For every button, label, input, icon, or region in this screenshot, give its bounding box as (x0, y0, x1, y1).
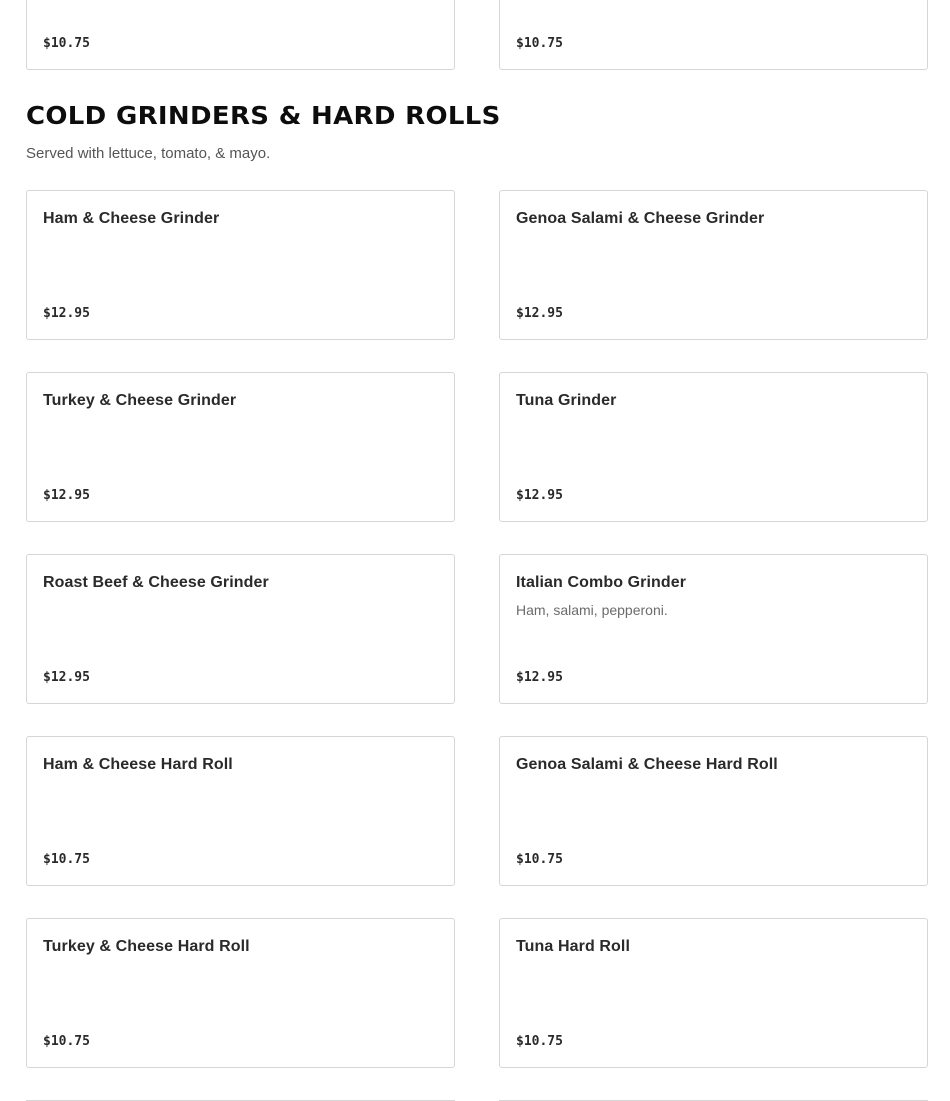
menu-item-card[interactable] (499, 918, 928, 1068)
menu-item-price: $10.75 (516, 36, 563, 51)
menu-item-name: Turkey & Cheese Grinder (43, 392, 237, 409)
menu-item-card[interactable] (499, 554, 928, 704)
menu-item-name: Tuna Hard Roll (516, 938, 630, 955)
menu-item-price: $12.95 (516, 488, 563, 503)
menu-item-name: Tuna Grinder (516, 392, 617, 409)
menu-item-card[interactable] (26, 554, 455, 704)
menu-item-price: $12.95 (43, 306, 90, 321)
menu-item-name: Italian Combo Grinder (516, 574, 687, 591)
menu-item-card[interactable] (26, 736, 455, 886)
menu-item-card[interactable] (26, 372, 455, 522)
menu-item-card[interactable] (26, 190, 455, 340)
menu-item-price: $10.75 (516, 852, 563, 867)
menu-item-price: $10.75 (43, 1034, 90, 1049)
menu-item-card[interactable] (499, 736, 928, 886)
menu-item-name: Turkey & Cheese Hard Roll (43, 938, 250, 955)
menu-item-price: $10.75 (43, 852, 90, 867)
menu-item-card[interactable] (26, 918, 455, 1068)
menu-item-name: Genoa Salami & Cheese Hard Roll (516, 756, 778, 773)
menu-item-name: Ham & Cheese Grinder (43, 210, 220, 227)
menu-item-price: $10.75 (516, 1034, 563, 1049)
menu-item-name: Genoa Salami & Cheese Grinder (516, 210, 765, 227)
menu-item-name: Ham & Cheese Hard Roll (43, 756, 233, 773)
menu-item-price: $12.95 (516, 670, 563, 685)
menu-item-price: $12.95 (43, 670, 90, 685)
section-title: COLD GRINDERS & HARD ROLLS (26, 101, 501, 130)
menu-item-price: $12.95 (43, 488, 90, 503)
section-subtitle: Served with lettuce, tomato, & mayo. (26, 145, 271, 162)
menu-item-card[interactable] (499, 372, 928, 522)
menu-item-price: $10.75 (43, 36, 90, 51)
menu-item-description: Ham, salami, pepperoni. (516, 602, 668, 618)
menu-item-card[interactable] (499, 190, 928, 340)
menu-item-card[interactable] (499, 0, 928, 70)
menu-item-card[interactable] (26, 0, 455, 70)
menu-item-price: $12.95 (516, 306, 563, 321)
menu-item-name: Roast Beef & Cheese Grinder (43, 574, 269, 591)
